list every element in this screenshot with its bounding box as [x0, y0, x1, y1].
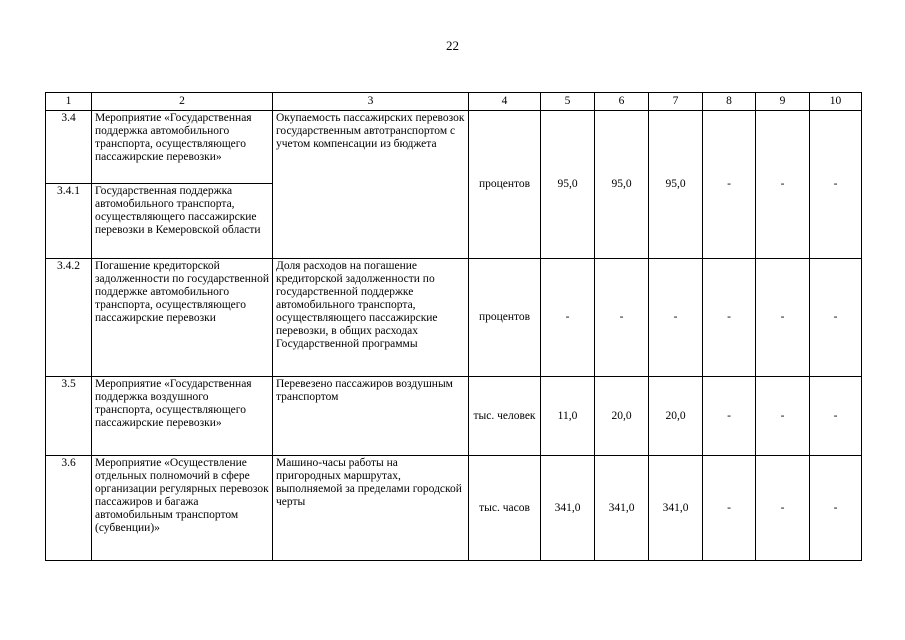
value-cell: 11,0: [541, 377, 595, 456]
table-row: [46, 377, 862, 456]
unit-cell: тыс. человек: [469, 377, 541, 456]
column-header: 8: [703, 93, 756, 111]
value-cell: -: [703, 259, 756, 377]
column-header: 5: [541, 93, 595, 111]
value-cell: -: [756, 377, 810, 456]
value-cell: 20,0: [595, 377, 649, 456]
column-header: 9: [756, 93, 810, 111]
table-row: [46, 456, 862, 561]
column-header: 1: [46, 93, 92, 111]
indicator-name: Машино-часы работы на пригородных маршрутах, выполняемой за пределами городской черты: [273, 456, 469, 561]
value-cell: -: [810, 456, 862, 561]
value-cell: 95,0: [649, 111, 703, 259]
column-header: 6: [595, 93, 649, 111]
activity-name: Погашение кредиторской задолженности по государственной поддержке автомобильного транспорта, осуществляющего пассажирские перевозки: [92, 259, 273, 377]
activity-name: Мероприятие «Государственная поддержка автомобильного транспорта, осуществляющего пассажирские перевозки»: [92, 111, 273, 184]
value-cell: 95,0: [595, 111, 649, 259]
value-cell: 95,0: [541, 111, 595, 259]
row-number: 3.4: [46, 111, 92, 184]
unit-cell: процентов: [469, 111, 541, 259]
row-number: 3.4.1: [46, 184, 92, 259]
header-row: [46, 93, 862, 111]
value-cell: -: [810, 259, 862, 377]
column-header: 2: [92, 93, 273, 111]
value-cell: -: [595, 259, 649, 377]
indicator-name: Перевезено пассажиров воздушным транспортом: [273, 377, 469, 456]
row-number: 3.4.2: [46, 259, 92, 377]
column-header: 7: [649, 93, 703, 111]
row-number: 3.6: [46, 456, 92, 561]
page-number: 22: [446, 38, 459, 53]
table-row: [46, 111, 862, 184]
activity-name: Мероприятие «Осуществление отдельных полномочий в сфере организации регулярных перевозок пассажиров и багажа автомобильным транспортом (субвенции)»: [92, 456, 273, 561]
table-row: [46, 259, 862, 377]
unit-cell: тыс. часов: [469, 456, 541, 561]
indicator-name: Окупаемость пассажирских перевозок государственным автотранспортом с учетом компенсации из бюджета: [273, 111, 469, 259]
value-cell: 341,0: [541, 456, 595, 561]
activity-name: Мероприятие «Государственная поддержка воздушного транспорта, осуществляющего пассажирские перевозки»: [92, 377, 273, 456]
indicators-table: [45, 92, 862, 561]
value-cell: 341,0: [649, 456, 703, 561]
value-cell: -: [756, 111, 810, 259]
row-number: 3.5: [46, 377, 92, 456]
value-cell: -: [703, 456, 756, 561]
value-cell: -: [810, 111, 862, 259]
value-cell: -: [703, 111, 756, 259]
value-cell: 20,0: [649, 377, 703, 456]
unit-cell: процентов: [469, 259, 541, 377]
value-cell: -: [756, 259, 810, 377]
value-cell: -: [649, 259, 703, 377]
column-header: 3: [273, 93, 469, 111]
activity-name: Государственная поддержка автомобильного транспорта, осуществляющего пассажирские перевозки в Кемеровской области: [92, 184, 273, 259]
value-cell: -: [810, 377, 862, 456]
value-cell: -: [541, 259, 595, 377]
value-cell: 341,0: [595, 456, 649, 561]
column-header: 4: [469, 93, 541, 111]
value-cell: -: [756, 456, 810, 561]
column-header: 10: [810, 93, 862, 111]
value-cell: -: [703, 377, 756, 456]
indicator-name: Доля расходов на погашение кредиторской задолженности по государственной поддержке автомобильного транспорта, осуществляющего пассажирские перевозки, в общих расходах Государственной программы: [273, 259, 469, 377]
